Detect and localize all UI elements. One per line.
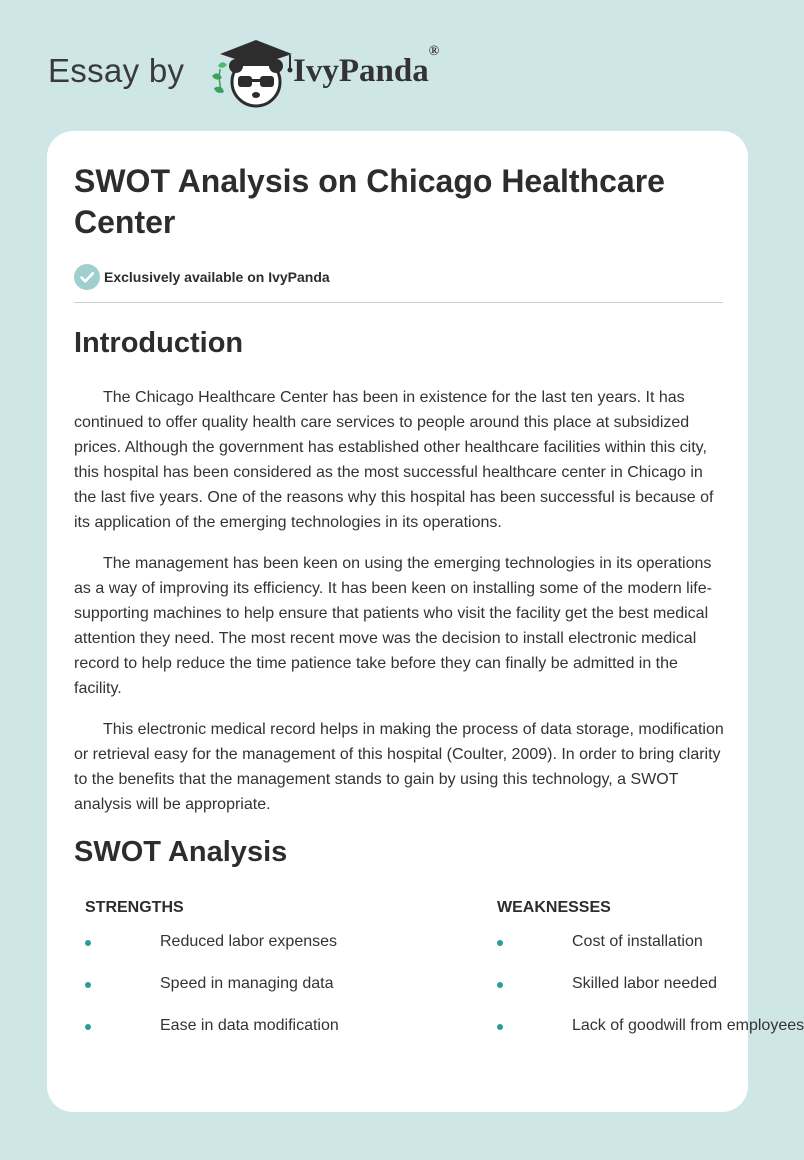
introduction-heading: Introduction [74,327,244,359]
bullet-icon [497,1024,503,1030]
page-title: SWOT Analysis on Chicago Healthcare Center [74,163,665,240]
essay-by-label: Essay by [48,52,185,89]
site-header [48,36,548,116]
bullet-icon [497,982,503,988]
registered-mark: ® [428,44,440,59]
weakness-item: Cost of installation [572,933,703,950]
divider [74,302,723,303]
weaknesses-heading: WEAKNESSES [497,899,611,916]
bullet-icon [85,1024,91,1030]
weakness-item: Lack of goodwill from employees [572,1017,804,1034]
badge-label: Exclusively available on IvyPanda [104,269,330,285]
bullet-icon [85,982,91,988]
essay-card [47,131,804,1112]
strength-item: Reduced labor expenses [160,933,338,950]
paragraph: The management has been keen on using the emerging technologies in its operations as a way of improving its efficiency. It has been keen on installing some of the modern life-supporting machines to help ensure that patients who visit the facility get the best medical attention they need. The most recent move was the decision to install electronic medical record to help reduce the time patience take before they can finally be admitted in the facility. [74,555,712,697]
check-circle-icon [74,264,100,290]
strengths-heading: STRENGTHS [85,899,184,916]
panda-logo-icon[interactable] [204,36,294,112]
swot-heading: SWOT Analysis [74,836,288,868]
paragraph: This electronic medical record helps in making the process of data storage, modification or retrieval easy for the management of this hospital (Coulter, 2009). In order to bring clarity to the benefits that the management stands to gain by using this technology, a SWOT analysis will be appropriate. [74,721,724,813]
bullet-icon [497,940,503,946]
weakness-item: Skilled labor needed [572,975,717,992]
brand-name[interactable]: IvyPanda® [293,44,440,89]
bullet-icon [85,940,91,946]
strength-item: Ease in data modification [160,1017,339,1034]
strength-item: Speed in managing data [160,975,334,992]
paragraph: The Chicago Healthcare Center has been in existence for the last ten years. It has continued to offer quality health care services to people around this place at subsidized prices. Although the government has established other healthcare facilities within this city, this hospital has been considered as the most successful healthcare center in Chicago in the last five years. One of the reasons why this hospital has been successful is because of its application of the emerging technologies in its operations. [74,389,714,531]
